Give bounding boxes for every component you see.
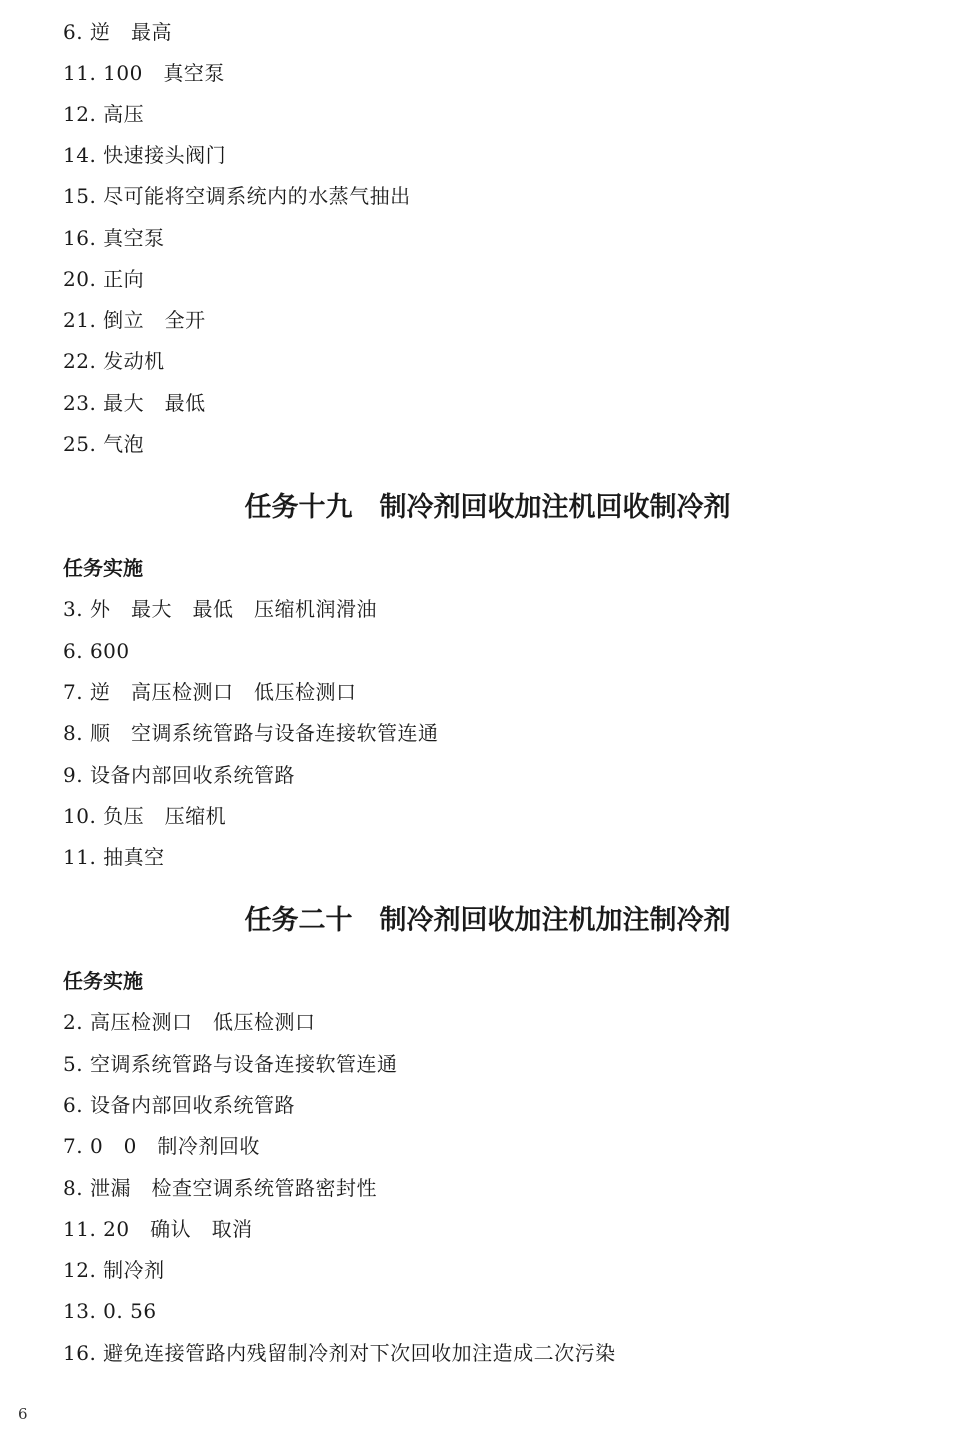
- answer-line: 12. 制冷剂: [63, 1258, 165, 1282]
- answer-line: 3. 外 最大 最低 压缩机润滑油: [63, 597, 377, 621]
- answer-line: 11. 100 真空泵: [63, 61, 225, 85]
- answer-line: 6. 逆 最高: [63, 20, 172, 44]
- task20-title: 任务二十 制冷剂回收加注机加注制冷剂: [244, 905, 731, 936]
- answer-line: 23. 最大 最低: [63, 391, 206, 415]
- answer-line: 14. 快速接头阀门: [63, 143, 227, 167]
- answer-line: 9. 设备内部回收系统管路: [63, 763, 295, 787]
- task20-subtitle: 任务实施: [63, 969, 143, 993]
- answer-line: 11. 20 确认 取消: [63, 1217, 253, 1241]
- answer-line: 21. 倒立 全开: [63, 308, 206, 332]
- answer-line: 6. 600: [63, 639, 130, 663]
- answer-line: 12. 高压: [63, 102, 145, 126]
- answer-line: 13. 0. 56: [63, 1299, 157, 1323]
- task19-title: 任务十九 制冷剂回收加注机回收制冷剂: [244, 492, 731, 523]
- answer-line: 6. 设备内部回收系统管路: [63, 1093, 295, 1117]
- answer-line: 25. 气泡: [63, 432, 145, 456]
- answer-line: 7. 逆 高压检测口 低压检测口: [63, 680, 357, 704]
- answer-line: 5. 空调系统管路与设备连接软管连通: [63, 1052, 398, 1076]
- answer-line: 7. 0 0 制冷剂回收: [63, 1134, 260, 1158]
- answer-line: 10. 负压 压缩机: [63, 804, 227, 828]
- answer-line: 2. 高压检测口 低压检测口: [63, 1010, 316, 1034]
- answer-line: 16. 真空泵: [63, 226, 165, 250]
- answer-line: 22. 发动机: [63, 349, 165, 373]
- answer-line: 20. 正向: [63, 267, 145, 291]
- page-number: 6: [18, 1405, 28, 1423]
- answer-line: 11. 抽真空: [63, 845, 165, 869]
- answer-line: 16. 避免连接管路内残留制冷剂对下次回收加注造成二次污染: [63, 1341, 616, 1365]
- answer-line: 8. 泄漏 检查空调系统管路密封性: [63, 1176, 377, 1200]
- answer-line: 15. 尽可能将空调系统内的水蒸气抽出: [63, 184, 411, 208]
- task19-subtitle: 任务实施: [63, 556, 143, 580]
- answer-line: 8. 顺 空调系统管路与设备连接软管连通: [63, 721, 439, 745]
